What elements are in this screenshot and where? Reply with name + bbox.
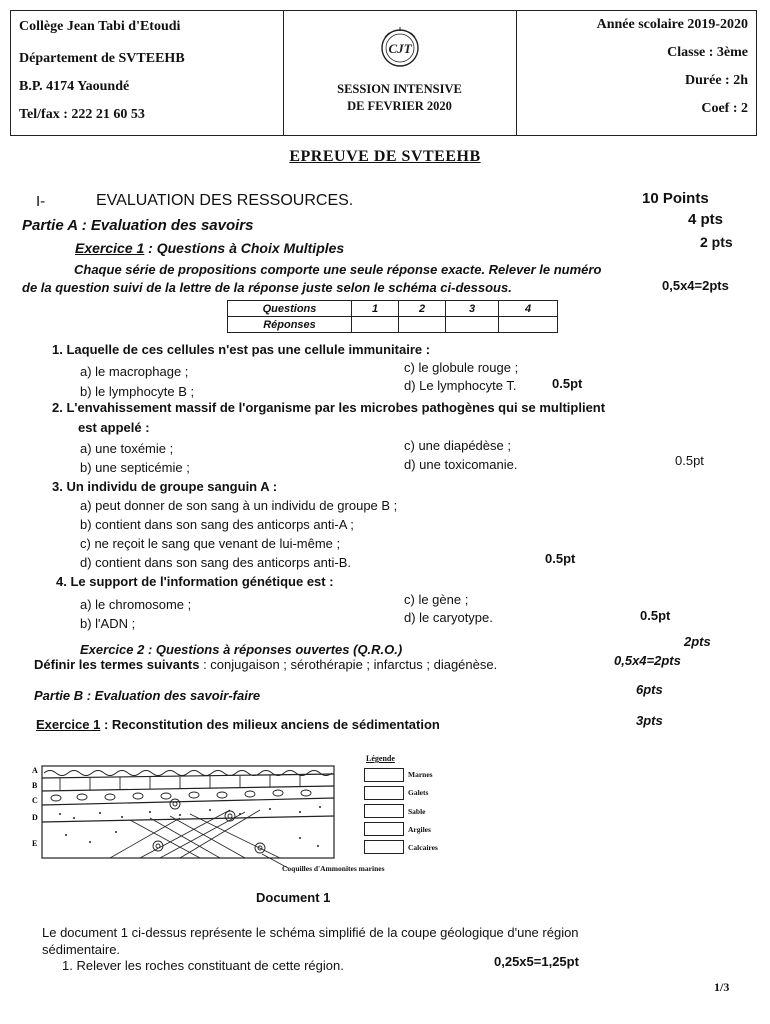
exercise-b1-heading [36, 717, 440, 732]
table-cell: 3 [446, 301, 499, 317]
part-b-title: Partie B : Evaluation des savoir-faire [34, 688, 261, 703]
header-center-cell [283, 11, 517, 135]
q4-option-a: a) le chromosome ; [80, 597, 192, 612]
exam-title: EPREUVE DE SVTEEHB [289, 148, 481, 165]
legend-argiles: Argiles [408, 825, 431, 834]
final-question: 1. Relever les roches constituant de cette région. [62, 958, 344, 973]
coefficient: Coef : 2 [701, 101, 748, 116]
answer-table [227, 300, 558, 333]
q2-points: 0.5pt [675, 453, 704, 468]
duration: Durée : 2h [685, 73, 748, 88]
document-description: Le document 1 ci-dessus représente le schéma simplifié de la coupe géologique d'une région [42, 925, 579, 940]
section-title: EVALUATION DES RESSOURCES. [96, 192, 354, 209]
exercise1-label: Exercice 1 [75, 240, 145, 256]
part-b-points: 6pts [636, 682, 663, 697]
legend-title: Légende [366, 754, 395, 763]
question-1: 1. Laquelle de ces cellules n'est pas une cellule immunitaire : [52, 342, 431, 357]
legend-swatch-sable [364, 804, 404, 818]
legend-sable: Sable [408, 807, 426, 816]
q1-option-c: c) le globule rouge ; [404, 360, 519, 375]
class-level: Classe : 3ème [667, 45, 748, 60]
q3-option-a: a) peut donner de son sang à un individu de groupe B ; [80, 498, 398, 513]
legend-swatch-galets [364, 786, 404, 800]
q4-option-b: b) l'ADN ; [80, 616, 136, 631]
definitions-label: Définir les termes suivants [34, 657, 200, 672]
q3-option-d: d) contient dans son sang des anticorps anti-B. [80, 555, 351, 570]
exercise2-title: Exercice 2 : Questions à réponses ouvertes (Q.R.O.) [80, 642, 403, 657]
q2-option-c: c) une diapédèse ; [404, 438, 511, 453]
question-3: 3. Un individu de groupe sanguin A : [52, 479, 278, 494]
q1-option-a: a) le macrophage ; [80, 364, 189, 379]
q3-option-c: c) ne reçoit le sang que venant de lui-même ; [80, 536, 341, 551]
part-a-points: 4 pts [688, 211, 724, 228]
layer-letter: E [32, 839, 38, 848]
layer-letter: C [32, 796, 38, 805]
legend-galets: Galets [408, 788, 429, 797]
definitions-points: 0,5x4=2pts [614, 653, 681, 668]
school-year: Année scolaire 2019-2020 [596, 17, 748, 32]
school-logo-icon [377, 25, 423, 71]
figure-caption: Document 1 [256, 890, 331, 905]
q3-option-b: b) contient dans son sang des anticorps anti-A ; [80, 517, 354, 532]
postal-box: B.P. 4174 Yaoundé [19, 79, 130, 94]
table-cell [446, 317, 499, 333]
document-description-cont: sédimentaire. [42, 942, 121, 957]
q4-option-c: c) le gène ; [404, 592, 469, 607]
exercise1-heading [75, 240, 344, 256]
session-line1: SESSION INTENSIVE [337, 82, 462, 96]
table-cell [499, 317, 558, 333]
exercise1-points: 2 pts [700, 234, 733, 250]
table-row [228, 317, 558, 333]
header-right-cell [516, 11, 756, 135]
exercise-b1-label: Exercice 1 [36, 717, 101, 732]
table-cell [399, 317, 446, 333]
table-cell: 4 [499, 301, 558, 317]
session-line2: DE FEVRIER 2020 [347, 99, 452, 113]
part-a-title: Partie A : Evaluation des savoirs [22, 217, 254, 234]
definitions-line [34, 657, 497, 672]
geologic-cross-section [30, 760, 350, 880]
instruction-line2: de la question suivi de la lettre de la réponse juste selon le schéma ci-dessous. [22, 280, 512, 295]
q1-option-b: b) le lymphocyte B ; [80, 384, 195, 399]
table-cell: 2 [399, 301, 446, 317]
department: Département de SVTEEHB [19, 51, 185, 66]
instruction-line1: Chaque série de propositions comporte une seule réponse exacte. Relever le numéro [74, 262, 602, 277]
final-question-points: 0,25x5=1,25pt [494, 954, 579, 969]
legend-swatch-argiles [364, 822, 404, 836]
shell-callout: Coquilles d'Ammonites marines [282, 864, 385, 873]
table-row [228, 301, 558, 317]
q2-option-d: d) une toxicomanie. [404, 457, 518, 472]
question-2-cont: est appelé : [78, 420, 150, 435]
telephone: Tel/fax : 222 21 60 53 [19, 107, 145, 122]
q2-option-a: a) une toxémie ; [80, 441, 174, 456]
table-cell: Questions [228, 301, 352, 317]
q4-points: 0.5pt [640, 608, 671, 623]
section-number: I- [36, 193, 46, 210]
question-4: 4. Le support de l'information génétique est : [56, 574, 334, 589]
table-cell: 1 [352, 301, 399, 317]
definitions-terms: : conjugaison ; sérothérapie ; infarctus ; diagénèse. [199, 657, 498, 672]
layer-letter: D [32, 813, 38, 822]
q1-option-d: d) Le lymphocyte T. [404, 378, 517, 393]
legend-swatch-calcaires [364, 840, 404, 854]
q1-points: 0.5pt [552, 376, 583, 391]
q4-option-d: d) le caryotype. [404, 610, 493, 625]
legend-calcaires: Calcaires [408, 843, 438, 852]
table-cell: Réponses [228, 317, 352, 333]
exercise-b1-title: : Reconstitution des milieux anciens de sédimentation [100, 717, 440, 732]
header-box [10, 10, 757, 136]
exercise1-title: : Questions à Choix Multiples [144, 240, 345, 256]
layer-letter: B [32, 781, 38, 790]
question-2: 2. L'envahissement massif de l'organisme par les microbes pathogènes qui se multiplient [52, 400, 606, 415]
header-left-cell [11, 11, 284, 135]
instruction-points: 0,5x4=2pts [662, 278, 729, 293]
page-number: 1/3 [714, 980, 730, 994]
legend-swatch-marnes [364, 768, 404, 782]
layer-letter: A [32, 766, 38, 775]
exercise2-points: 2pts [684, 634, 711, 649]
section-points: 10 Points [642, 190, 709, 207]
legend-marnes: Marnes [408, 770, 433, 779]
q2-option-b: b) une septicémie ; [80, 460, 190, 475]
q3-points: 0.5pt [545, 551, 576, 566]
exercise-b1-points: 3pts [636, 713, 663, 728]
logo-text: CJT [388, 41, 412, 56]
school-name: Collège Jean Tabi d'Etoudi [19, 19, 181, 34]
table-cell [352, 317, 399, 333]
